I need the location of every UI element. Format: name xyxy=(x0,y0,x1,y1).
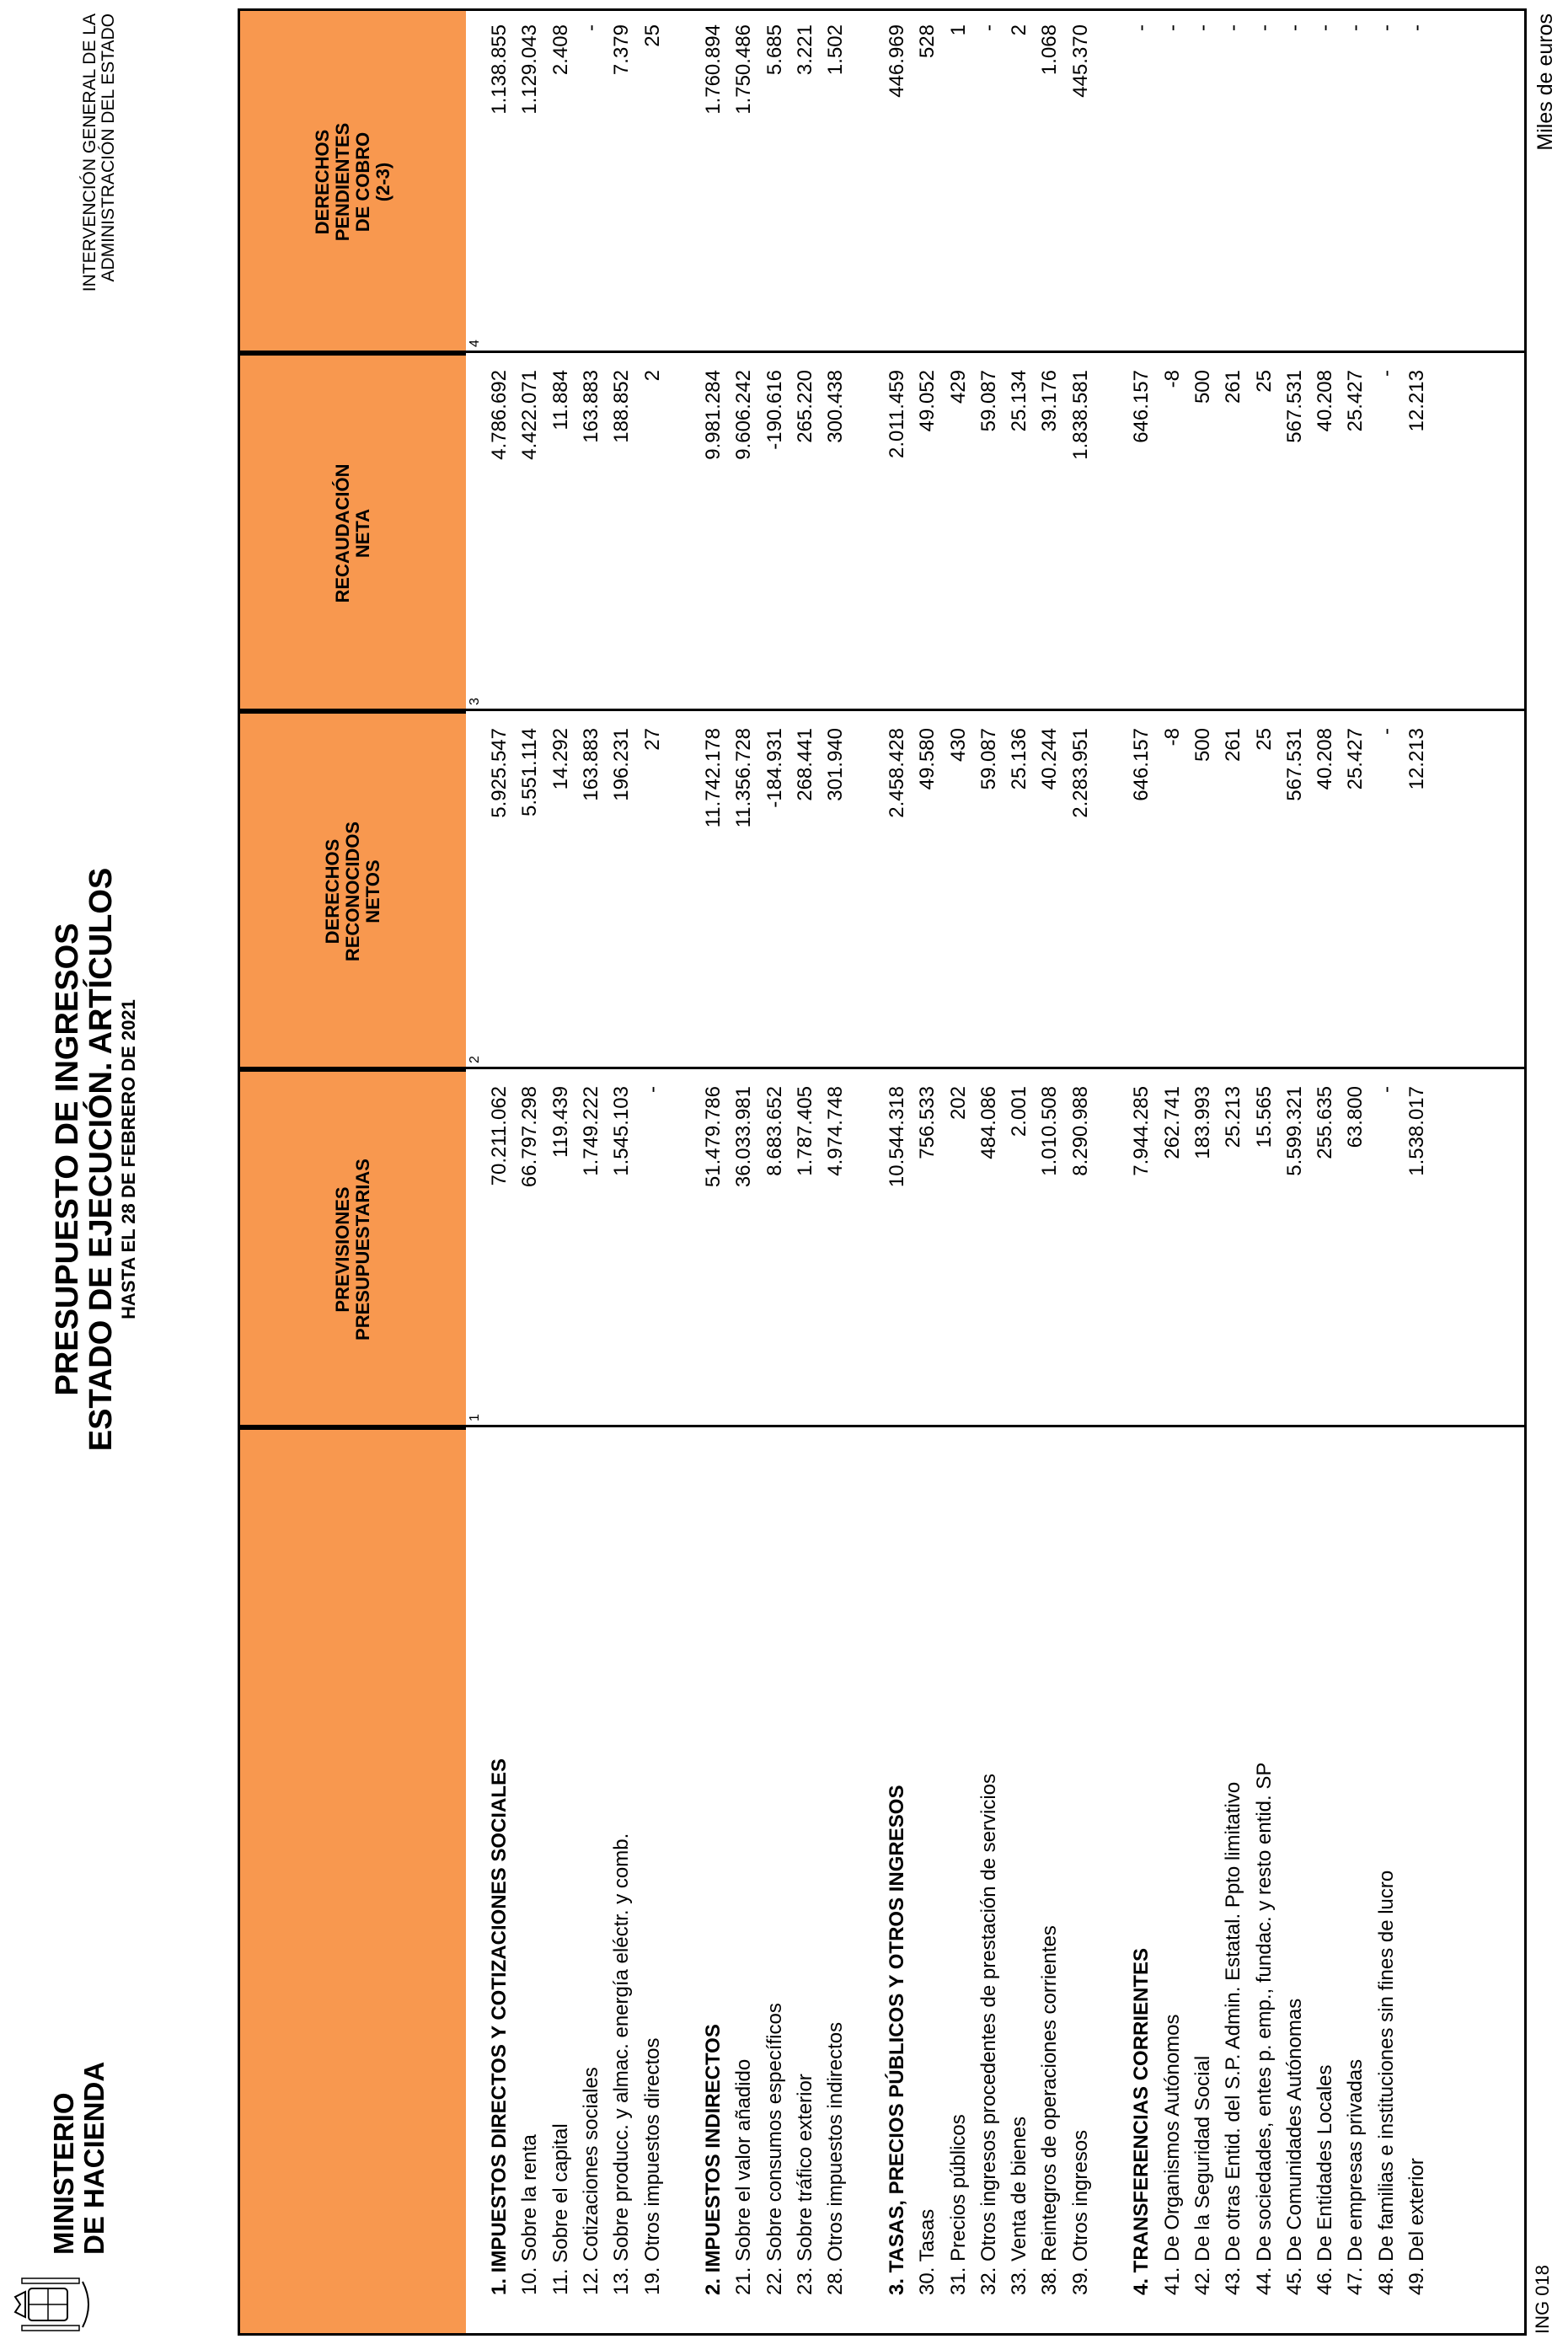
cell-2: 163.883 xyxy=(579,728,602,801)
cell-3: 2 xyxy=(640,370,664,382)
row-label: 21. Sobre el valor añadido xyxy=(732,2058,756,2295)
table-row xyxy=(1402,11,1432,2333)
cell-4: - xyxy=(1160,24,1184,31)
header-cell-pendientes-cobro: DERECHOS PENDIENTES DE COBRO (2-3) xyxy=(240,11,466,353)
cell-1: 183.993 xyxy=(1191,1086,1214,1159)
cell-3: 500 xyxy=(1191,370,1214,404)
row-label: 31. Precios públicos xyxy=(946,2114,970,2295)
cell-4: 445.370 xyxy=(1068,24,1092,98)
cell-3: 4.422.071 xyxy=(518,370,542,460)
cell-3: 646.157 xyxy=(1130,370,1153,443)
cell-4: 25 xyxy=(640,24,664,47)
cell-2: -184.931 xyxy=(763,728,786,808)
page-title xyxy=(51,570,140,1749)
table-spacer-row xyxy=(1096,11,1126,2333)
row-label: 23. Sobre tráfico exterior xyxy=(794,2074,816,2295)
row-label: 45. De Comunidades Autónomas xyxy=(1282,1998,1306,2295)
cell-1: 70.211.062 xyxy=(488,1086,511,1186)
title-line-1: PRESUPUESTO DE INGRESOS xyxy=(50,923,85,1396)
cell-1: 484.086 xyxy=(977,1086,1000,1159)
cell-3: 1.838.581 xyxy=(1068,370,1092,460)
column-number: 2 xyxy=(468,1056,482,1063)
cell-4: - xyxy=(1252,24,1276,31)
row-label: 44. De sociedades, entes p. emp., fundac. y resto entid. SP xyxy=(1252,1762,1276,2295)
ministry-name xyxy=(49,2062,110,2255)
header-cell-derechos-reconocidos: DERECHOS RECONOCIDOS NETOS xyxy=(240,711,466,1069)
table-chapter-row xyxy=(882,11,912,2333)
cell-2: - xyxy=(1374,728,1398,735)
table-row xyxy=(1066,11,1096,2333)
cell-3: - xyxy=(1374,370,1398,377)
header-cell-concept xyxy=(240,1427,466,2333)
table-row xyxy=(607,11,637,2333)
row-label: 42. De la Seguridad Social xyxy=(1191,2055,1214,2295)
table-row xyxy=(1188,11,1218,2333)
cell-1: 25.213 xyxy=(1222,1086,1245,1148)
cell-2: 567.531 xyxy=(1282,728,1306,801)
table-row xyxy=(1372,11,1402,2333)
cell-2: 49.580 xyxy=(916,728,939,790)
cell-4: 528 xyxy=(916,24,939,59)
cell-4: - xyxy=(579,24,602,31)
cell-3: 261 xyxy=(1222,370,1245,404)
cell-3: -190.616 xyxy=(763,370,786,450)
cell-1: 8.683.652 xyxy=(763,1086,786,1176)
cell-4: 3.221 xyxy=(794,24,816,76)
cell-4: 1 xyxy=(946,24,970,36)
cell-3: 25 xyxy=(1252,370,1276,393)
cell-3: 567.531 xyxy=(1282,370,1306,443)
row-label: 30. Tasas xyxy=(916,2208,939,2295)
cell-2: 25.136 xyxy=(1008,728,1031,790)
table-chapter-row xyxy=(698,11,729,2333)
cell-2: 5.925.547 xyxy=(488,728,511,818)
row-label: 22. Sobre consumos específicos xyxy=(763,2003,786,2295)
document-code: ING 018 xyxy=(1532,2265,1553,2334)
header-cell-recaudacion: RECAUDACIÓN NETA xyxy=(240,353,466,711)
table-row xyxy=(1310,11,1341,2333)
cell-1: - xyxy=(1374,1086,1398,1093)
cell-4: 1.129.043 xyxy=(518,24,542,115)
column-number: 4 xyxy=(468,340,482,347)
cell-4: 1.750.486 xyxy=(732,24,756,115)
cell-4: - xyxy=(1191,24,1214,31)
table-row xyxy=(576,11,607,2333)
cell-1: 36.033.981 xyxy=(732,1086,756,1188)
cell-2: 12.213 xyxy=(1405,728,1428,790)
cell-3: 300.438 xyxy=(824,370,848,443)
row-label: 1. IMPUESTOS DIRECTOS Y COTIZACIONES SOCIALES xyxy=(488,1758,511,2295)
row-label: 28. Otros impuestos indirectos xyxy=(824,2021,848,2295)
cell-4: 2 xyxy=(1008,24,1031,36)
cell-2: 11.742.178 xyxy=(702,728,725,828)
cell-4: - xyxy=(977,24,1000,31)
table-row xyxy=(790,11,821,2333)
cell-1: 202 xyxy=(946,1086,970,1121)
cell-3: 265.220 xyxy=(794,370,816,443)
row-label: 32. Otros ingresos procedentes de prestación de servicios xyxy=(977,1774,1000,2295)
cell-2: 646.157 xyxy=(1130,728,1153,801)
cell-2: 261 xyxy=(1222,728,1245,763)
table-chapter-row xyxy=(1126,11,1157,2333)
cell-1: 51.479.786 xyxy=(702,1086,725,1188)
cell-4: - xyxy=(1344,24,1367,31)
row-label: 39. Otros ingresos xyxy=(1068,2129,1092,2295)
table-row xyxy=(1218,11,1249,2333)
cell-4: - xyxy=(1222,24,1245,31)
cell-1: 119.439 xyxy=(549,1086,572,1158)
row-label: 2. IMPUESTOS INDIRECTOS xyxy=(702,2024,725,2295)
cell-4: 5.685 xyxy=(763,24,786,76)
row-label: 11. Sobre el capital xyxy=(549,2123,572,2295)
table-row xyxy=(974,11,1004,2333)
cell-1: 1.538.017 xyxy=(1405,1086,1428,1176)
cell-4: - xyxy=(1405,24,1428,31)
cell-2: 25 xyxy=(1252,728,1276,751)
row-label: 19. Otros impuestos directos xyxy=(640,2037,664,2295)
table-chapter-row xyxy=(484,11,515,2333)
cell-2: 5.551.114 xyxy=(518,728,542,816)
cell-1: 7.944.285 xyxy=(1130,1086,1153,1176)
row-label: 47. De empresas privadas xyxy=(1344,2058,1367,2295)
cell-1: 15.565 xyxy=(1252,1086,1276,1148)
table-row xyxy=(1158,11,1188,2333)
column-number: 1 xyxy=(468,1414,482,1421)
row-label: 41. De Organismos Autónomos xyxy=(1160,2014,1184,2295)
cell-4: - xyxy=(1282,24,1306,31)
cell-2: 40.244 xyxy=(1038,728,1062,790)
column-divider xyxy=(240,709,1524,711)
cell-3: 12.213 xyxy=(1405,370,1428,432)
title-line-2: ESTADO DE EJECUCIÓN. ARTÍCULOS xyxy=(83,867,119,1452)
cell-2: 196.231 xyxy=(610,728,634,801)
cell-3: 59.087 xyxy=(977,370,1000,432)
cell-4: 1.068 xyxy=(1038,24,1062,76)
cell-2: 430 xyxy=(946,728,970,763)
ministry-line-1: MINISTERIO xyxy=(48,2092,79,2255)
row-label: 12. Cotizaciones sociales xyxy=(579,2067,602,2295)
cell-2: 59.087 xyxy=(977,728,1000,790)
cell-1: 5.599.321 xyxy=(1282,1086,1306,1176)
table-spacer-row xyxy=(852,11,882,2333)
table-row xyxy=(638,11,668,2333)
cell-4: 1.138.855 xyxy=(488,24,511,115)
cell-3: 4.786.692 xyxy=(488,370,511,460)
cell-1: 1.545.103 xyxy=(610,1086,634,1176)
column-divider xyxy=(240,1425,1524,1427)
cell-2: 2.458.428 xyxy=(885,728,908,818)
cell-2: 40.208 xyxy=(1314,728,1337,790)
cell-1: 1.010.508 xyxy=(1038,1086,1062,1176)
cell-3: 25.134 xyxy=(1008,370,1031,432)
cell-1: 8.290.988 xyxy=(1068,1086,1092,1176)
cell-3: 49.052 xyxy=(916,370,939,432)
cell-2: 11.356.728 xyxy=(732,728,756,828)
row-label: 33. Venta de bienes xyxy=(1008,2116,1031,2295)
cell-1: 756.533 xyxy=(916,1086,939,1159)
cell-3: 39.176 xyxy=(1038,370,1062,432)
revenue-table xyxy=(238,8,1527,2336)
table-row xyxy=(1341,11,1371,2333)
row-label: 3. TASAS, PRECIOS PÚBLICOS Y OTROS INGRESOS xyxy=(885,1785,908,2295)
cell-4: - xyxy=(1374,24,1398,31)
column-number: 3 xyxy=(468,698,482,705)
cell-1: 262.741 xyxy=(1160,1086,1184,1159)
cell-1: - xyxy=(640,1086,664,1093)
table-row xyxy=(912,11,943,2333)
cell-2: 301.940 xyxy=(824,728,848,801)
cell-1: 255.635 xyxy=(1314,1086,1337,1159)
cell-2: 500 xyxy=(1191,728,1214,763)
table-row xyxy=(1250,11,1280,2333)
table-row xyxy=(944,11,974,2333)
table-row xyxy=(760,11,790,2333)
cell-3: 429 xyxy=(946,370,970,404)
intervencion-line-1: INTERVENCIÓN GENERAL DE LA xyxy=(80,13,99,292)
cell-3: 40.208 xyxy=(1314,370,1337,432)
row-label: 46. De Entidades Locales xyxy=(1314,2064,1337,2295)
ministry-line-2: DE HACIENDA xyxy=(78,2061,110,2255)
table-spacer-row xyxy=(668,11,698,2333)
row-label: 48. De familias e instituciones sin fines de lucro xyxy=(1374,1870,1398,2295)
coat-of-arms-icon xyxy=(0,2275,98,2334)
cell-4: - xyxy=(1130,24,1153,31)
row-label: 4. TRANSFERENCIAS CORRIENTES xyxy=(1130,1947,1153,2295)
cell-2: -8 xyxy=(1160,728,1184,747)
cell-1: 1.787.405 xyxy=(794,1086,816,1176)
cell-3: 188.852 xyxy=(610,370,634,443)
cell-2: 27 xyxy=(640,728,664,751)
table-row xyxy=(546,11,576,2333)
cell-1: 2.001 xyxy=(1008,1086,1031,1137)
column-divider xyxy=(240,1067,1524,1069)
cell-4: 7.379 xyxy=(610,24,634,76)
header-cell-previsiones: PREVISIONES PRESUPUESTARIAS xyxy=(240,1069,466,1427)
cell-2: 2.283.951 xyxy=(1068,728,1092,818)
table-row xyxy=(1035,11,1065,2333)
row-label: 13. Sobre producc. y almac. energía eléctr. y comb. xyxy=(610,1833,634,2295)
row-label: 43. De otras Entid. del S.P. Admin. Estatal. Ppto limitativo xyxy=(1222,1781,1245,2295)
cell-4: 1.760.894 xyxy=(702,24,725,115)
cell-3: -8 xyxy=(1160,370,1184,388)
table-row xyxy=(515,11,545,2333)
table-row xyxy=(729,11,759,2333)
cell-1: 1.749.222 xyxy=(579,1086,602,1176)
cell-3: 9.981.284 xyxy=(702,370,725,460)
units-label: Miles de euros xyxy=(1533,13,1557,151)
cell-3: 11.884 xyxy=(549,370,572,431)
title-date: HASTA EL 28 DE FEBRERO DE 2021 xyxy=(118,999,139,1319)
cell-1: 4.974.748 xyxy=(824,1086,848,1176)
cell-4: - xyxy=(1314,24,1337,31)
table-row xyxy=(1004,11,1035,2333)
cell-3: 163.883 xyxy=(579,370,602,443)
row-label: 49. Del exterior xyxy=(1405,2158,1428,2295)
row-label: 38. Reintegros de operaciones corrientes xyxy=(1038,1925,1062,2295)
cell-2: 268.441 xyxy=(794,728,816,801)
cell-1: 63.800 xyxy=(1344,1086,1367,1148)
cell-3: 25.427 xyxy=(1344,370,1367,432)
intervencion-line-2: ADMINISTRACIÓN DEL ESTADO xyxy=(99,13,118,282)
cell-4: 1.502 xyxy=(824,24,848,76)
cell-4: 446.969 xyxy=(885,24,908,98)
cell-4: 2.408 xyxy=(549,24,572,76)
cell-1: 66.797.298 xyxy=(518,1086,542,1188)
column-divider xyxy=(240,351,1524,353)
intervencion-general xyxy=(81,13,118,435)
cell-2: 14.292 xyxy=(549,728,572,790)
cell-1: 10.544.318 xyxy=(885,1086,908,1188)
table-row xyxy=(1280,11,1310,2333)
cell-3: 9.606.242 xyxy=(732,370,756,460)
cell-3: 2.011.459 xyxy=(885,370,908,458)
cell-2: 25.427 xyxy=(1344,728,1367,790)
row-label: 10. Sobre la renta xyxy=(518,2134,542,2295)
table-row xyxy=(821,11,851,2333)
